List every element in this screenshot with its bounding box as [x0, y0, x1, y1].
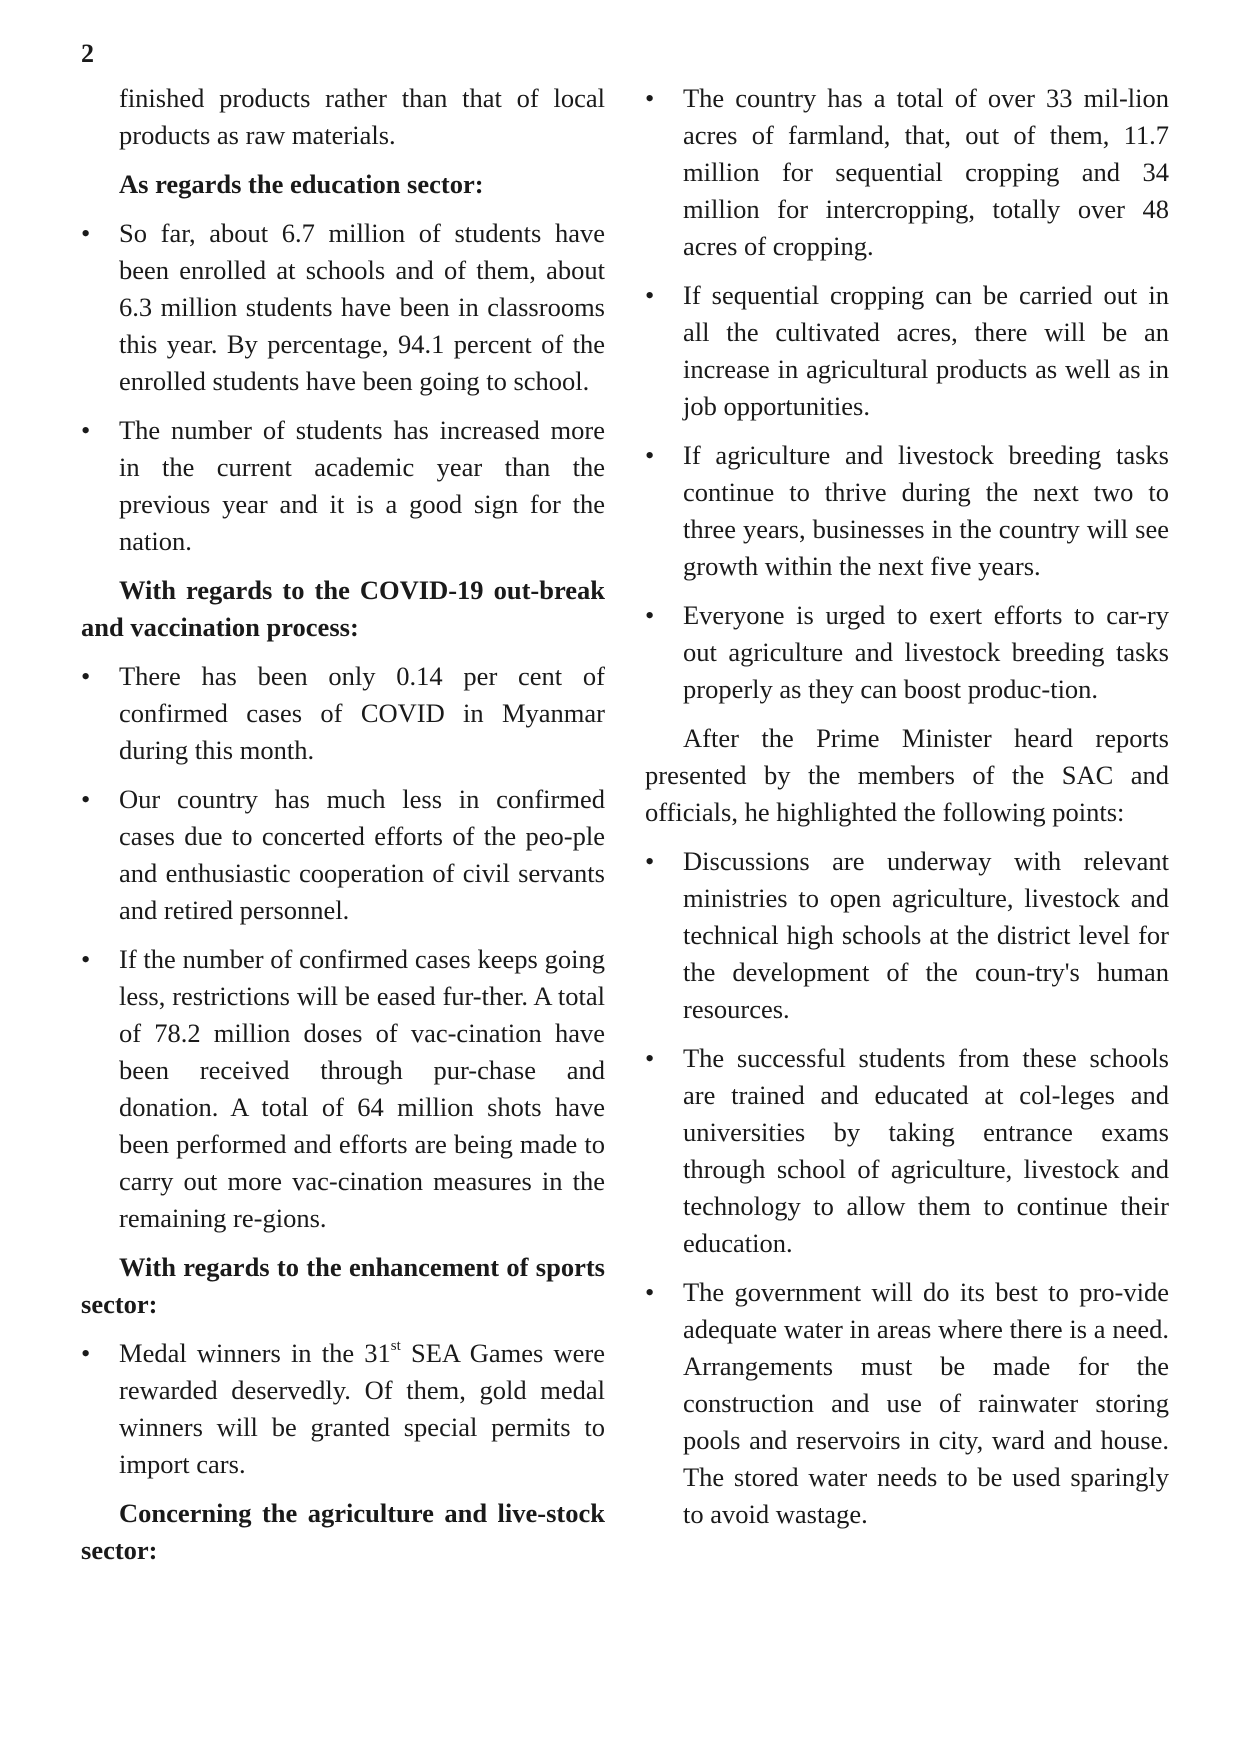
bullet-text-before: Medal winners in the 31	[119, 1338, 391, 1368]
bullet-text: So far, about 6.7 million of students have been enrolled at schools and of them, about 6.3 million students have been in classrooms this year. By percentage, 94.1 percent of the enrolled students have been going to school.	[119, 218, 605, 396]
bullet-icon: •	[645, 600, 655, 630]
continued-text: finished products rather than that of local products as raw materials.	[119, 83, 605, 150]
bullet-icon: •	[645, 1277, 655, 1307]
bullet-icon: •	[645, 440, 655, 470]
bullet-item	[81, 412, 605, 560]
bullet-item	[645, 437, 1169, 585]
ordinal-superscript: st	[390, 1338, 401, 1354]
bullet-icon: •	[81, 661, 91, 691]
bullet-text: Discussions are underway with relevant ministries to open agriculture, livestock and technical high schools at the district level for the development of the coun-try's human resources.	[683, 846, 1169, 1024]
bullet-text	[119, 1335, 605, 1483]
bullet-text: If sequential cropping can be carried out in all the cultivated acres, there will be an increase in agricultural products as well as in job opportunities.	[683, 280, 1169, 421]
bullet-text: If agriculture and livestock breeding tasks continue to thrive during the next two to three years, businesses in the country will see growth within the next five years.	[683, 440, 1169, 581]
bullet-item	[645, 597, 1169, 708]
bullet-icon: •	[81, 944, 91, 974]
bullet-text: Everyone is urged to exert efforts to car-ry out agriculture and livestock breeding tasks properly as they can boost produc-tion.	[683, 600, 1169, 704]
section-heading: With regards to the enhancement of sports sector:	[81, 1252, 605, 1319]
bullet-icon: •	[645, 1043, 655, 1073]
bullet-item	[645, 277, 1169, 425]
bullet-icon: •	[81, 784, 91, 814]
bullet-text: Our country has much less in confirmed cases due to concerted efforts of the peo-ple and enthusiastic cooperation of civil servants and retired personnel.	[119, 784, 605, 925]
section-heading: As regards the education sector:	[119, 169, 484, 199]
bullet-item	[645, 843, 1169, 1028]
section-heading: Concerning the agriculture and live-stock sector:	[81, 1498, 605, 1565]
section-heading: With regards to the COVID-19 out-break and vaccination process:	[81, 575, 605, 642]
bullet-item	[81, 658, 605, 769]
bullet-text: There has been only 0.14 per cent of confirmed cases of COVID in Myanmar during this month.	[119, 661, 605, 765]
body-paragraph: After the Prime Minister heard reports presented by the members of the SAC and officials, he highlighted the following points:	[645, 723, 1169, 827]
left-column	[81, 80, 605, 1581]
bullet-item	[645, 1040, 1169, 1262]
bullet-item	[81, 941, 605, 1237]
bullet-icon: •	[645, 280, 655, 310]
bullet-item	[645, 1274, 1169, 1533]
bullet-text: The country has a total of over 33 mil-lion acres of farmland, that, out of them, 11.7 million for sequential cropping and 34 million for intercropping, totally over 48 acres of cropping.	[683, 83, 1169, 261]
bullet-icon: •	[81, 1338, 91, 1368]
bullet-text: The successful students from these schools are trained and educated at col-leges and universities by taking entrance exams through school of agriculture, livestock and technology to allow them to continue their education.	[683, 1043, 1169, 1258]
bullet-item	[81, 1335, 605, 1483]
bullet-icon: •	[81, 218, 91, 248]
bullet-item	[81, 215, 605, 400]
bullet-text-after: SEA Games were rewarded deservedly. Of them, gold medal winners will be granted special permits to import cars.	[119, 1338, 605, 1479]
bullet-item	[81, 781, 605, 929]
bullet-icon: •	[81, 415, 91, 445]
bullet-text: The number of students has increased more in the current academic year than the previous year and it is a good sign for the nation.	[119, 415, 605, 556]
page-number: 2	[81, 39, 94, 68]
bullet-text: If the number of confirmed cases keeps going less, restrictions will be eased fur-ther. A total of 78.2 million doses of vac-cination have been received through pur-chase and donation. A total of 64 million shots have been performed and efforts are being made to carry out more vac-cination measures in the remaining re-gions.	[119, 944, 605, 1233]
bullet-icon: •	[645, 83, 655, 113]
bullet-item	[645, 80, 1169, 265]
bullet-icon: •	[645, 846, 655, 876]
right-column	[645, 80, 1169, 1545]
bullet-text: The government will do its best to pro-vide adequate water in areas where there is a need. Arrangements must be made for the construction and use of rainwater storing pools and reservoirs in city, ward and house. The stored water needs to be used sparingly to avoid wastage.	[683, 1277, 1169, 1529]
